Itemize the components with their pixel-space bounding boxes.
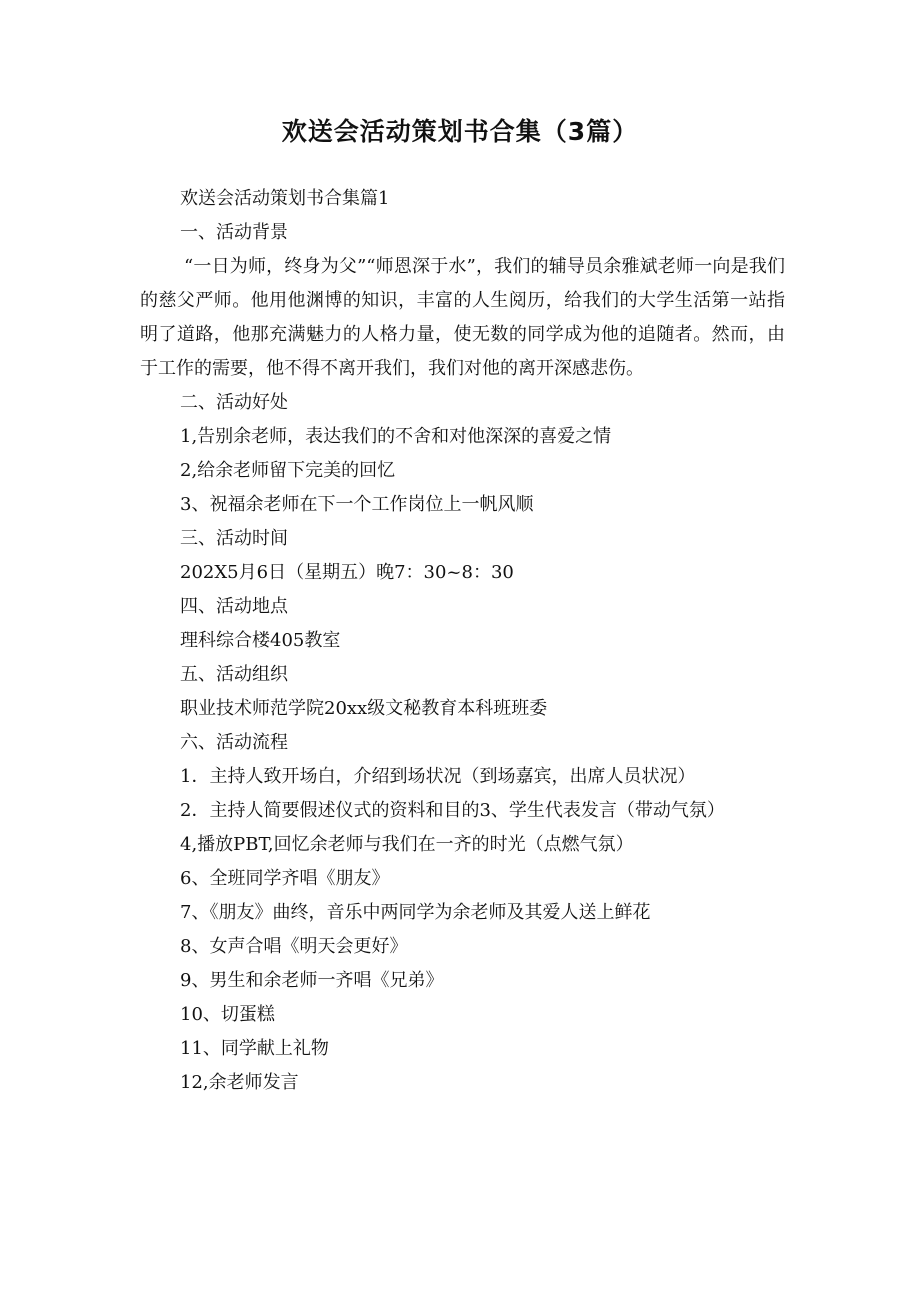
heading-place: 四、活动地点 [180, 596, 288, 617]
heading-organization: 五、活动组织 [180, 664, 288, 685]
process-item-10: 10、切蛋糕 [180, 1004, 275, 1025]
heading-benefits: 二、活动好处 [180, 392, 288, 413]
event-place: 理科综合楼405教室 [180, 630, 341, 651]
heading-process: 六、活动流程 [180, 732, 288, 753]
process-item-6: 6、全班同学齐唱《朋友》 [180, 868, 390, 889]
process-item-11: 11、同学献上礼物 [180, 1038, 329, 1059]
document-title: 欢送会活动策划书合集（3篇） [281, 117, 639, 146]
benefit-item-2: 2,给余老师留下完美的回忆 [180, 460, 396, 481]
process-item-8: 8、女声合唱《明天会更好》 [180, 936, 408, 957]
event-organization: 职业技术师范学院20xx级文秘教育本科班班委 [180, 698, 548, 719]
document-body [140, 182, 785, 1100]
heading-time: 三、活动时间 [180, 528, 288, 549]
process-item-1: 1．主持人致开场白，介绍到场状况（到场嘉宾，出席人员状况） [180, 766, 696, 787]
background-paragraph: “一日为师，终身为父”“师恩深于水”，我们的辅导员余雅斌老师一向是我们的慈父严师。他用他渊博的知识，丰富的人生阅历，给我们的大学生活第一站指明了道路，他那充满魅力的人格力量，使无数的同学成为他的追随者。然而，由于工作的需要，他不得不离开我们，我们对他的离开深感悲伤。 [140, 256, 785, 379]
event-time: 202X5月6日（星期五）晚7：30~8：30 [180, 562, 514, 583]
process-item-9: 9、男生和余老师一齐唱《兄弟》 [180, 970, 444, 991]
section-subtitle: 欢送会活动策划书合集篇1 [180, 188, 390, 209]
heading-background: 一、活动背景 [180, 222, 288, 243]
process-item-7: 7、《朋友》曲终，音乐中两同学为余老师及其爱人送上鲜花 [180, 902, 651, 923]
benefit-item-3: 3、祝福余老师在下一个工作岗位上一帆风顺 [180, 494, 534, 515]
benefit-item-1: 1,告别余老师，表达我们的不舍和对他深深的喜爱之情 [180, 426, 612, 447]
process-item-2: 2．主持人简要假述仪式的资料和目的3、学生代表发言（带动气氛） [180, 800, 725, 821]
process-item-4: 4,播放PBT,回忆余老师与我们在一齐的时光（点燃气氛） [180, 834, 634, 855]
process-item-12: 12,余老师发言 [180, 1072, 299, 1093]
